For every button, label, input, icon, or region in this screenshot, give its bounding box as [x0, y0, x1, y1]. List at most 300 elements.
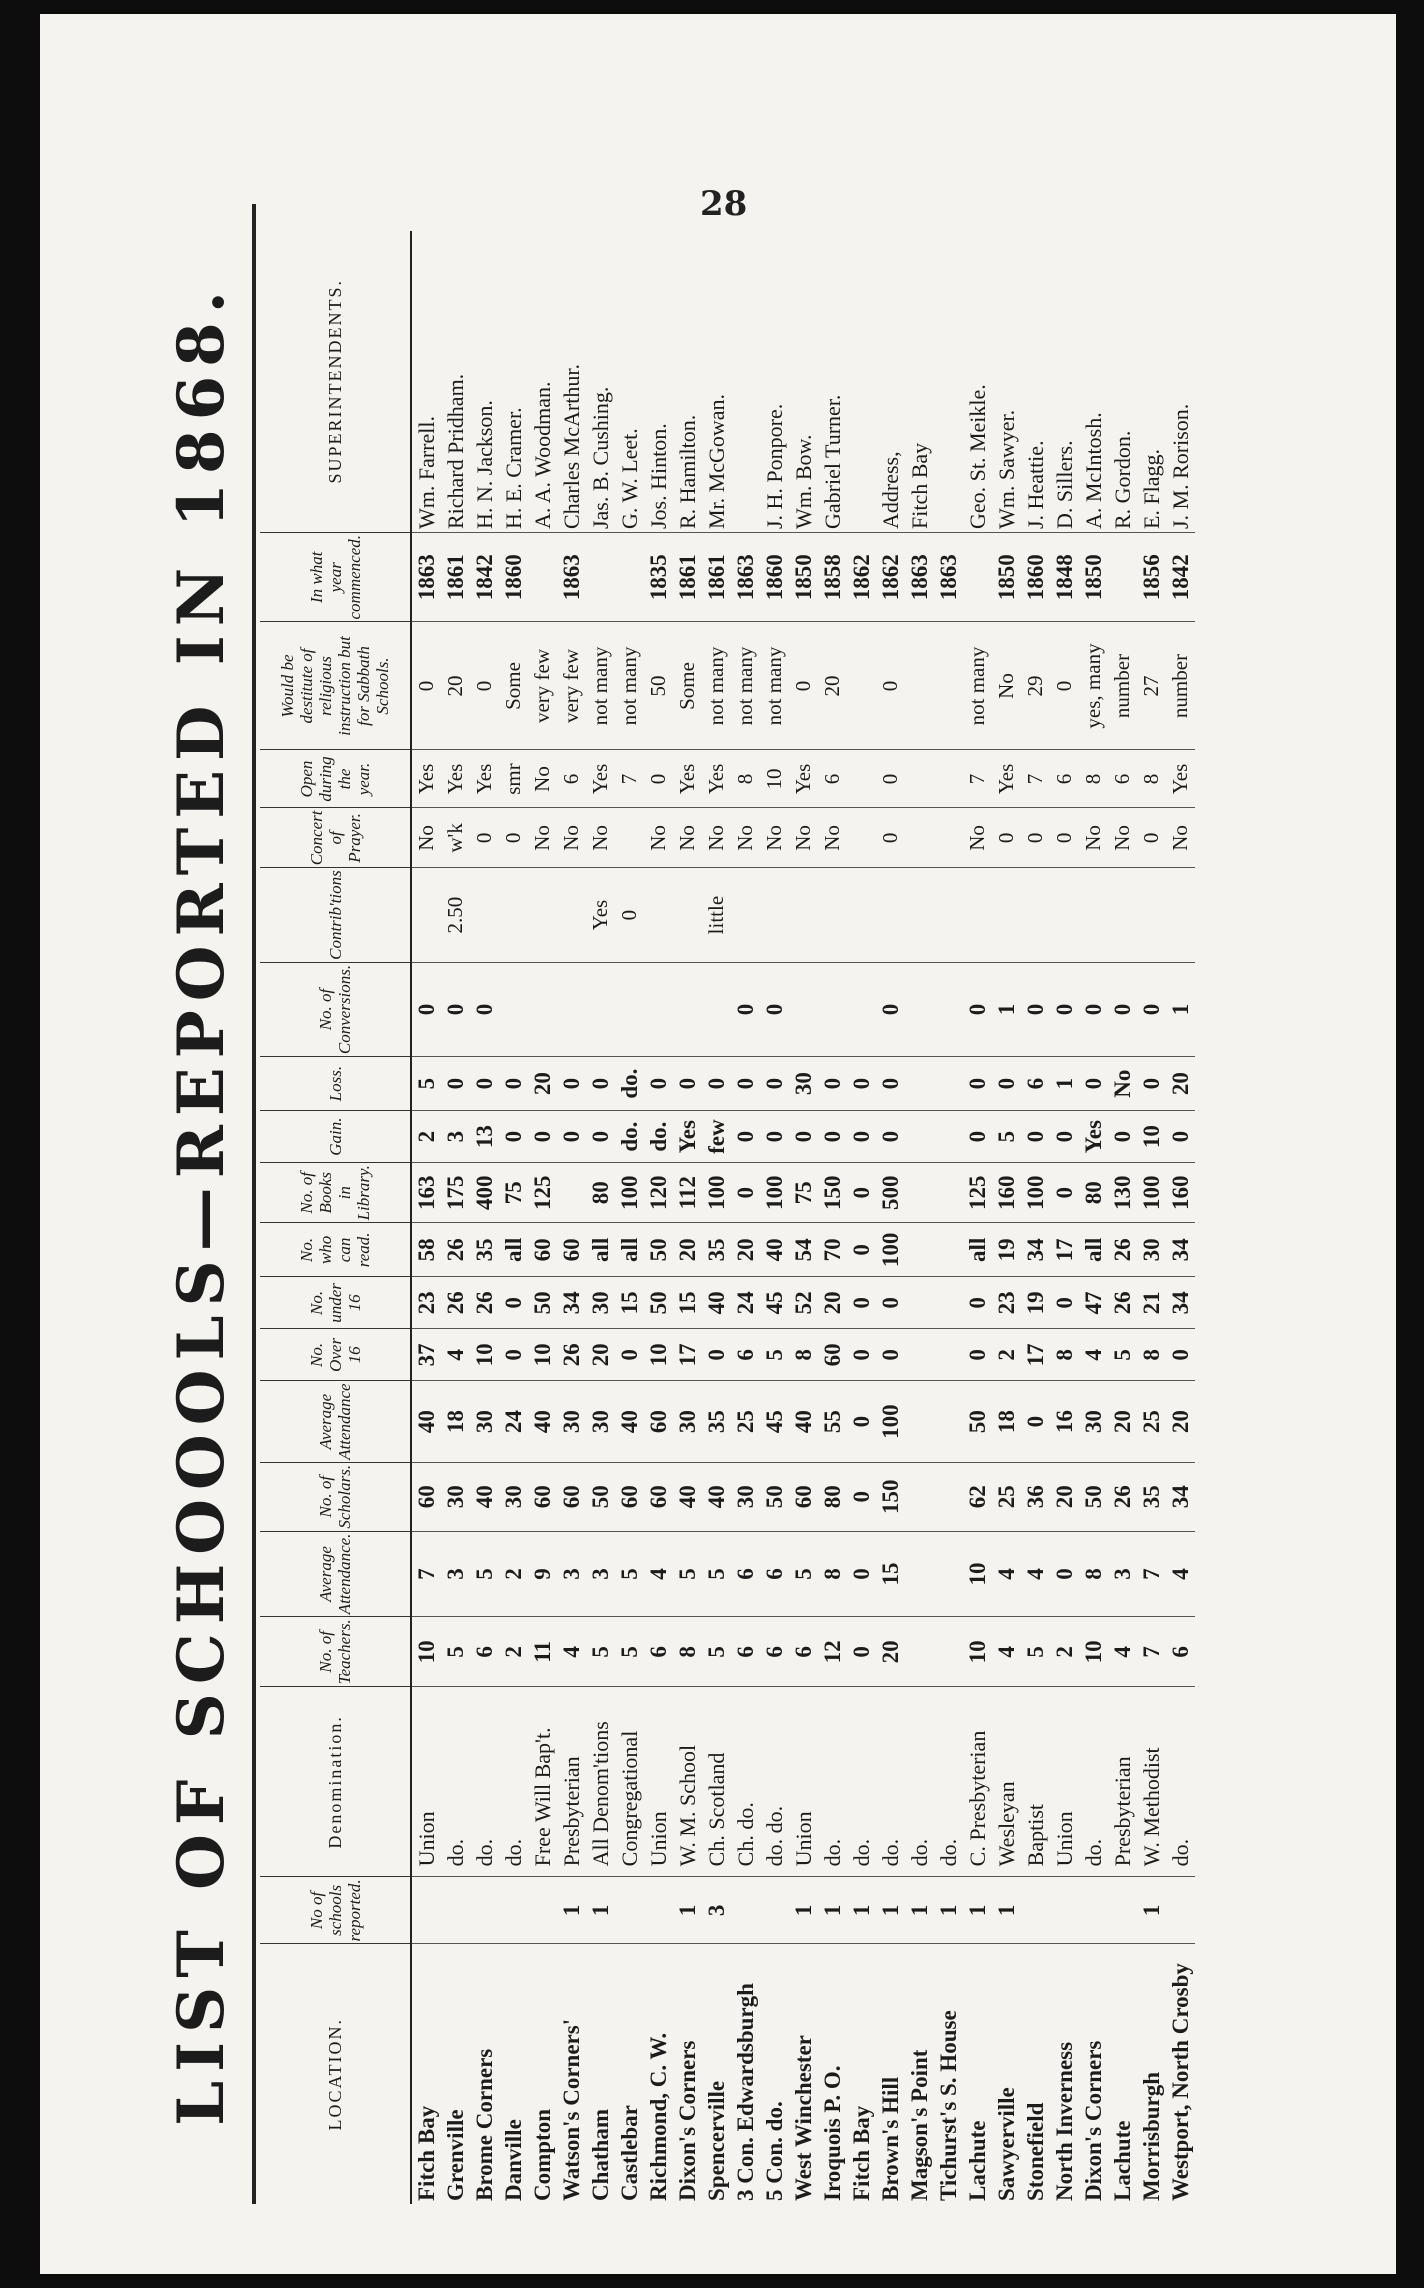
table-cell: 1842 — [470, 533, 499, 622]
table-cell: Yes — [673, 1111, 702, 1163]
table-cell: do. — [615, 1111, 644, 1163]
table-row — [1108, 231, 1137, 2204]
table-row — [1021, 231, 1050, 2204]
table-cell — [818, 962, 847, 1056]
table-row — [441, 231, 470, 2204]
table-cell: 0 — [847, 1462, 876, 1531]
table-cell: No — [411, 808, 441, 868]
table-cell: Lachute — [963, 1944, 992, 2204]
table-cell: not many — [731, 622, 760, 750]
table-cell: 4 — [992, 1617, 1021, 1687]
table-cell: Union — [411, 1687, 441, 1877]
table-row — [876, 231, 905, 2204]
table-cell: 34 — [1021, 1223, 1050, 1277]
table-cell: 7 — [1137, 1617, 1166, 1687]
table-cell: 6 — [760, 1617, 789, 1687]
table-row — [731, 231, 760, 2204]
table-cell: Yes — [411, 750, 441, 808]
table-cell: 3 Con. Edwardsburgh — [731, 1944, 760, 2204]
table-row — [528, 231, 557, 2204]
table-cell: 8 — [673, 1617, 702, 1687]
table-cell: D. Sillers. — [1052, 440, 1077, 530]
table-cell: 30 — [731, 1462, 760, 1531]
table-cell: 1861 — [702, 533, 731, 622]
document-title: LIST OF SCHOOOLS—REPORTED IN 1868. — [164, 282, 239, 2126]
table-cell: 0 — [411, 962, 441, 1056]
table-cell — [673, 868, 702, 963]
table-cell: 6 — [1108, 750, 1137, 808]
table-cell: 1860 — [1021, 533, 1050, 622]
table-cell: 0 — [1108, 1111, 1137, 1163]
table-cell: 6 — [760, 1531, 789, 1617]
table-cell: 50 — [644, 1277, 673, 1329]
table-cell: Brome Corners — [470, 1944, 499, 2204]
table-cell: 30 — [441, 1462, 470, 1531]
table-cell: 2 — [499, 1531, 528, 1617]
table-cell: Yes — [586, 868, 615, 963]
table-cell: Sawyerville — [992, 1944, 1021, 2204]
table-cell — [934, 1531, 963, 1617]
table-cell: Yes — [702, 750, 731, 808]
table-cell: 100 — [615, 1163, 644, 1223]
table-cell: 6 — [470, 1617, 499, 1687]
table-cell: 0 — [847, 1381, 876, 1462]
table-cell — [905, 1329, 934, 1381]
table-cell: 0 — [499, 1111, 528, 1163]
table-cell: 2 — [411, 1111, 441, 1163]
table-cell: 30 — [586, 1277, 615, 1329]
table-cell: 0 — [615, 868, 644, 963]
table-cell — [615, 808, 644, 868]
table-cell: 0 — [876, 1111, 905, 1163]
table-cell: 8 — [1137, 1329, 1166, 1381]
table-cell: 26 — [557, 1329, 586, 1381]
table-cell: 40 — [528, 1381, 557, 1462]
table-cell: number — [1108, 622, 1137, 750]
table-cell: 1 — [847, 1877, 876, 1944]
table-cell: do. — [1079, 1687, 1108, 1877]
column-header: Denomination. — [260, 1687, 411, 1877]
table-cell: 5 — [586, 1617, 615, 1687]
table-cell: 25 — [1137, 1381, 1166, 1462]
table-cell — [934, 750, 963, 808]
table-cell: 26 — [470, 1277, 499, 1329]
table-cell: Yes — [1166, 750, 1195, 808]
table-cell: 24 — [731, 1277, 760, 1329]
table-cell: Yes — [1079, 1111, 1108, 1163]
table-cell — [411, 868, 441, 963]
column-header: No of schools reported. — [260, 1877, 411, 1944]
table-cell: 10 — [760, 750, 789, 808]
table-cell: w'k — [441, 808, 470, 868]
table-cell: 20 — [441, 622, 470, 750]
table-cell: 26 — [441, 1223, 470, 1277]
table-cell: 60 — [528, 1462, 557, 1531]
table-cell: 5 — [470, 1531, 499, 1617]
table-cell: 0 — [470, 622, 499, 750]
table-cell: 0 — [847, 1163, 876, 1223]
table-cell: 60 — [557, 1223, 586, 1277]
document-page — [40, 14, 1396, 2274]
table-cell: 18 — [992, 1381, 1021, 1462]
table-cell: 7 — [615, 750, 644, 808]
table-cell: 26 — [441, 1277, 470, 1329]
table-cell: 40 — [702, 1277, 731, 1329]
table-cell: 0 — [702, 1329, 731, 1381]
table-cell: R. Gordon. — [1110, 430, 1135, 530]
table-cell: 0 — [1050, 622, 1079, 750]
table-cell: 0 — [499, 808, 528, 868]
table-cell: 0 — [1050, 1531, 1079, 1617]
table-cell: 0 — [847, 1277, 876, 1329]
table-cell — [528, 533, 557, 622]
table-cell — [934, 868, 963, 963]
table-cell: No — [1166, 808, 1195, 868]
table-cell: 10 — [411, 1617, 441, 1687]
table-cell: 1850 — [1079, 533, 1108, 622]
table-cell: 0 — [789, 622, 818, 750]
table-cell: 4 — [1079, 1329, 1108, 1381]
table-cell: All Denom'tions — [586, 1687, 615, 1877]
table-cell: A. A. Woodman. — [530, 381, 555, 530]
table-cell: 15 — [876, 1531, 905, 1617]
table-cell: not many — [702, 622, 731, 750]
table-cell — [731, 1877, 760, 1944]
table-cell: No — [1079, 808, 1108, 868]
table-cell: 0 — [528, 1111, 557, 1163]
table-cell: 30 — [673, 1381, 702, 1462]
table-cell: 0 — [1021, 1381, 1050, 1462]
table-cell: 6 — [818, 750, 847, 808]
table-cell — [557, 1163, 586, 1223]
table-cell: 8 — [789, 1329, 818, 1381]
table-cell: 5 — [1021, 1617, 1050, 1687]
table-cell: 6 — [731, 1617, 760, 1687]
table-cell — [934, 1057, 963, 1111]
table-cell — [673, 962, 702, 1056]
table-cell: 4 — [644, 1531, 673, 1617]
table-cell: West Winchester — [789, 1944, 818, 2204]
table-cell: 8 — [1137, 750, 1166, 808]
table-cell: 100 — [876, 1381, 905, 1462]
table-cell: No — [731, 808, 760, 868]
table-cell: 10 — [644, 1329, 673, 1381]
table-cell: 6 — [1166, 1617, 1195, 1687]
table-cell: 5 — [615, 1617, 644, 1687]
table-cell: Union — [789, 1687, 818, 1877]
table-cell — [818, 868, 847, 963]
table-cell: 25 — [992, 1462, 1021, 1531]
table-cell: 2 — [499, 1617, 528, 1687]
table-cell: 1863 — [557, 533, 586, 622]
table-cell: 62 — [963, 1462, 992, 1531]
table-cell: 400 — [470, 1163, 499, 1223]
table-cell: 1 — [992, 962, 1021, 1056]
table-cell: 5 — [441, 1617, 470, 1687]
table-cell — [1050, 1877, 1079, 1944]
table-cell: No — [673, 808, 702, 868]
table-cell: do. — [847, 1687, 876, 1877]
table-row — [934, 231, 963, 2204]
table-cell: 0 — [847, 1531, 876, 1617]
table-header — [260, 231, 411, 2204]
table-cell: do. — [934, 1687, 963, 1877]
table-cell: not many — [586, 622, 615, 750]
table-cell: 100 — [702, 1163, 731, 1223]
table-cell: 5 — [789, 1531, 818, 1617]
table-cell: 50 — [586, 1462, 615, 1531]
column-header: Contrib'tions — [260, 868, 411, 963]
column-header: No. of Conversions. — [260, 962, 411, 1056]
table-cell: 50 — [644, 1223, 673, 1277]
table-cell — [499, 962, 528, 1056]
table-cell: 0 — [992, 808, 1021, 868]
table-cell: 5 — [760, 1329, 789, 1381]
table-cell: Spencerville — [702, 1944, 731, 2204]
table-cell: 35 — [470, 1223, 499, 1277]
table-cell: 11 — [528, 1617, 557, 1687]
table-cell: 9 — [528, 1531, 557, 1617]
table-cell — [905, 1277, 934, 1329]
table-cell: 40 — [411, 1381, 441, 1462]
table-cell: 0 — [1021, 808, 1050, 868]
column-header: No. under 16 — [260, 1277, 411, 1329]
table-body — [411, 231, 1195, 2204]
column-header: No. of Teachers. — [260, 1617, 411, 1687]
table-cell: 0 — [760, 962, 789, 1056]
table-cell: 0 — [615, 1329, 644, 1381]
table-cell: 0 — [818, 1057, 847, 1111]
table-cell — [963, 868, 992, 963]
table-cell: do. — [905, 1687, 934, 1877]
table-cell: 120 — [644, 1163, 673, 1223]
table-cell: 6 — [789, 1617, 818, 1687]
table-cell: do. do. — [760, 1687, 789, 1877]
table-cell: 0 — [1021, 1111, 1050, 1163]
table-cell: 45 — [760, 1277, 789, 1329]
table-cell: 1862 — [847, 533, 876, 622]
table-cell: 0 — [731, 962, 760, 1056]
table-cell: No — [760, 808, 789, 868]
table-cell: Free Will Bap't. — [528, 1687, 557, 1877]
table-cell: 3 — [557, 1531, 586, 1617]
table-cell: 7 — [411, 1531, 441, 1617]
table-cell: Yes — [673, 750, 702, 808]
table-cell: 7 — [1137, 1531, 1166, 1617]
table-cell: 20 — [818, 622, 847, 750]
table-cell — [1108, 533, 1137, 622]
table-cell: do. — [876, 1687, 905, 1877]
table-cell: 60 — [411, 1462, 441, 1531]
table-row — [789, 231, 818, 2204]
table-cell: 17 — [1050, 1223, 1079, 1277]
table-cell: 0 — [586, 1111, 615, 1163]
table-cell: No — [1108, 1057, 1137, 1111]
table-cell: 0 — [644, 750, 673, 808]
table-cell: 20 — [1050, 1462, 1079, 1531]
table-cell: No — [789, 808, 818, 868]
table-cell: Tichurst's S. House — [934, 1944, 963, 2204]
page-number: 28 — [700, 184, 748, 224]
table-row — [586, 231, 615, 2204]
table-row — [557, 231, 586, 2204]
table-cell: 10 — [1079, 1617, 1108, 1687]
table-cell: 1862 — [876, 533, 905, 622]
table-cell: 0 — [1021, 962, 1050, 1056]
table-cell: do. — [499, 1687, 528, 1877]
table-cell: 0 — [644, 1057, 673, 1111]
table-cell: 0 — [1050, 1111, 1079, 1163]
table-cell: 6 — [731, 1329, 760, 1381]
table-cell: 0 — [470, 962, 499, 1056]
table-cell: 5 — [411, 1057, 441, 1111]
table-row — [470, 231, 499, 2204]
table-cell: 0 — [1050, 808, 1079, 868]
table-cell: 0 — [1108, 962, 1137, 1056]
table-cell: 0 — [847, 1617, 876, 1687]
table-cell: 0 — [441, 962, 470, 1056]
table-row — [905, 231, 934, 2204]
table-cell: 40 — [615, 1381, 644, 1462]
table-cell: very few — [557, 622, 586, 750]
table-cell: 8 — [1079, 1531, 1108, 1617]
table-cell: 47 — [1079, 1277, 1108, 1329]
table-cell: 21 — [1137, 1277, 1166, 1329]
table-cell: 60 — [615, 1462, 644, 1531]
table-cell: J. Heattie. — [1023, 440, 1048, 530]
table-cell: 40 — [673, 1462, 702, 1531]
table-cell: 0 — [470, 808, 499, 868]
table-cell: 10 — [963, 1617, 992, 1687]
table-cell: 4 — [1108, 1617, 1137, 1687]
table-cell: 0 — [876, 622, 905, 750]
table-cell: 150 — [876, 1462, 905, 1531]
table-cell: 34 — [1166, 1223, 1195, 1277]
table-cell — [847, 622, 876, 750]
column-header: Average Attendance — [260, 1381, 411, 1462]
table-cell — [528, 962, 557, 1056]
table-cell — [760, 868, 789, 963]
table-cell — [934, 1617, 963, 1687]
table-cell: 23 — [992, 1277, 1021, 1329]
table-cell: 0 — [499, 1057, 528, 1111]
table-cell — [1021, 868, 1050, 963]
table-cell: 60 — [557, 1462, 586, 1531]
table-cell: 5 — [1108, 1329, 1137, 1381]
table-cell: Jos. Hinton. — [646, 423, 671, 530]
table-cell: 34 — [1166, 1277, 1195, 1329]
table-cell — [760, 1877, 789, 1944]
table-cell: 6 — [644, 1617, 673, 1687]
table-cell — [905, 868, 934, 963]
column-header: LOCATION. — [260, 1944, 411, 2204]
table-cell — [1166, 1877, 1195, 1944]
table-cell — [499, 868, 528, 963]
table-cell: No — [557, 808, 586, 868]
table-cell: 160 — [1166, 1163, 1195, 1223]
table-row — [1050, 231, 1079, 2204]
table-cell — [934, 622, 963, 750]
column-header: In what year commenced. — [260, 533, 411, 622]
table-cell: 2 — [1050, 1617, 1079, 1687]
table-cell: 0 — [876, 1057, 905, 1111]
table-cell: all — [615, 1223, 644, 1277]
table-cell: 8 — [818, 1531, 847, 1617]
table-cell: 0 — [499, 1329, 528, 1381]
table-cell: 35 — [1137, 1462, 1166, 1531]
table-cell: 1 — [963, 1877, 992, 1944]
table-cell: 20 — [818, 1277, 847, 1329]
table-cell: Ch. do. — [731, 1687, 760, 1877]
table-cell: 50 — [963, 1381, 992, 1462]
table-cell — [470, 1877, 499, 1944]
table-cell: 0 — [847, 1057, 876, 1111]
table-cell: Presbyterian — [557, 1687, 586, 1877]
table-cell: 0 — [1079, 1057, 1108, 1111]
table-cell: 100 — [760, 1163, 789, 1223]
table-cell: 1860 — [499, 533, 528, 622]
table-cell: 0 — [1166, 1329, 1195, 1381]
table-cell — [934, 1163, 963, 1223]
table-cell: 163 — [411, 1163, 441, 1223]
table-cell — [1108, 1877, 1137, 1944]
table-cell: Lachute — [1108, 1944, 1137, 2204]
table-cell: little — [702, 868, 731, 963]
table-cell: 27 — [1137, 622, 1166, 750]
table-cell: 54 — [789, 1223, 818, 1277]
table-cell: 7 — [963, 750, 992, 808]
table-cell: Wm. Sawyer. — [994, 409, 1019, 530]
table-cell: 4 — [557, 1617, 586, 1687]
table-cell: not many — [963, 622, 992, 750]
table-cell: Danville — [499, 1944, 528, 2204]
column-header: No. of Scholars. — [260, 1462, 411, 1531]
table-cell: 36 — [1021, 1462, 1050, 1531]
table-cell: H. N. Jackson. — [472, 400, 497, 530]
table-cell: 0 — [963, 1057, 992, 1111]
table-cell: 5 — [992, 1111, 1021, 1163]
table-cell: 75 — [499, 1163, 528, 1223]
table-cell: 0 — [963, 1111, 992, 1163]
table-cell: 20 — [673, 1223, 702, 1277]
table-cell: 3 — [586, 1531, 615, 1617]
table-cell: 20 — [528, 1057, 557, 1111]
table-cell — [847, 750, 876, 808]
column-header: Would be destitute of religious instruction but for Sabbath Schools. — [260, 622, 411, 750]
table-cell — [731, 868, 760, 963]
table-cell: Dixon's Corners — [673, 1944, 702, 2204]
table-cell: H. E. Cramer. — [501, 407, 526, 530]
table-cell: 1 — [789, 1877, 818, 1944]
table-cell: Castlebar — [615, 1944, 644, 2204]
table-cell: number — [1166, 622, 1195, 750]
column-header: No. who can read. — [260, 1223, 411, 1277]
table-cell: 5 — [673, 1531, 702, 1617]
table-cell: 10 — [470, 1329, 499, 1381]
table-cell: Watson's Corners' — [557, 1944, 586, 2204]
table-cell: 0 — [441, 1057, 470, 1111]
table-cell: 150 — [818, 1163, 847, 1223]
table-cell — [1079, 868, 1108, 963]
table-cell: 4 — [1166, 1531, 1195, 1617]
table-cell: A. McIntosh. — [1081, 412, 1106, 530]
table-cell — [847, 962, 876, 1056]
table-cell: 1848 — [1050, 533, 1079, 622]
table-cell — [1021, 1877, 1050, 1944]
table-cell: 0 — [963, 962, 992, 1056]
table-row — [673, 231, 702, 2204]
table-cell: Wm. Bow. — [791, 434, 816, 530]
